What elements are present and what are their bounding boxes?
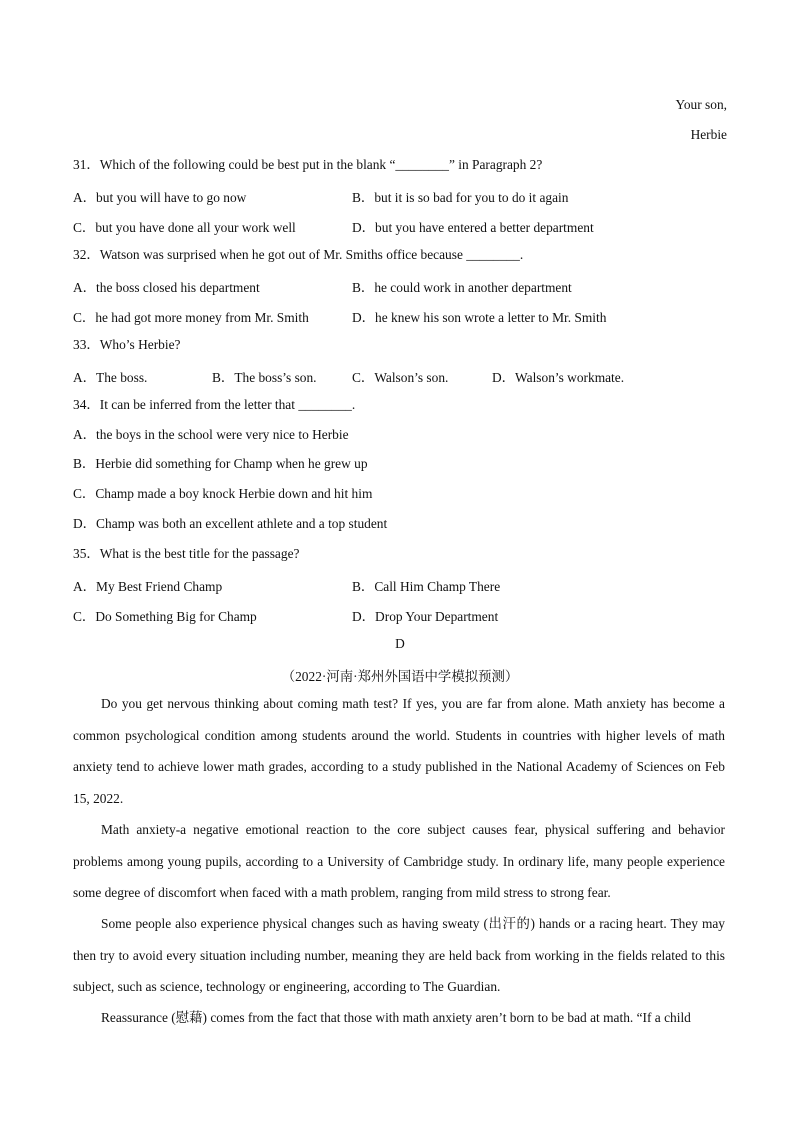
question-32-option-c: C．he had got more money from Mr. Smith: [73, 310, 309, 325]
question-34-stem: 34．It can be inferred from the letter that ________.: [73, 397, 356, 412]
question-31-option-c: C．but you have done all your work well: [73, 220, 296, 235]
section-source: （2022·河南·郑州外国语中学模拟预测）: [281, 669, 519, 684]
question-33-option-c: C．Walson’s son.: [352, 370, 449, 385]
question-33-option-a: A．The boss.: [73, 370, 148, 385]
question-34-option-d: D．Champ was both an excellent athlete and a top student: [73, 516, 388, 531]
question-31-option-d: D．but you have entered a better department: [352, 220, 594, 235]
question-35-stem: 35．What is the best title for the passage?: [73, 546, 300, 561]
passage-paragraph-4: Reassurance (慰藉) comes from the fact that those with math anxiety aren’t born to be bad at math. “If a child: [101, 1010, 691, 1025]
section-letter: D: [395, 636, 405, 651]
question-32-option-b: B．he could work in another department: [352, 280, 572, 295]
question-32-option-d: D．he knew his son wrote a letter to Mr. Smith: [352, 310, 607, 325]
passage-paragraph-3: Some people also experience physical changes such as having sweaty (出汗的) hands or a racing heart. They may then try to avoid every situation including number, meaning they are held back from working in the fields related to this subject, such as science, technology or engineering, according to The Guardian.: [73, 916, 725, 995]
question-33-stem: 33．Who’s Herbie?: [73, 337, 181, 352]
letter-signature: Herbie: [690, 127, 727, 142]
passage-paragraph-2: Math anxiety-a negative emotional reaction to the core subject causes fear, physical suffering and behavior problems among young pupils, according to a University of Cambridge study. In ordinary life, many people experience some degree of discomfort when faced with a math problem, ranging from mild stress to strong fear.: [73, 822, 725, 901]
question-33-option-d: D．Walson’s workmate.: [492, 370, 625, 385]
question-35-option-b: B．Call Him Champ There: [352, 579, 501, 594]
question-34-option-a: A．the boys in the school were very nice to Herbie: [73, 427, 349, 442]
question-34-option-c: C．Champ made a boy knock Herbie down and hit him: [73, 486, 373, 501]
question-31-option-b: B．but it is so bad for you to do it again: [352, 190, 569, 205]
question-31-stem: 31．Which of the following could be best put in the blank “________” in Paragraph 2?: [73, 157, 543, 172]
question-32-stem: 32．Watson was surprised when he got out of Mr. Smiths office because ________.: [73, 247, 524, 262]
question-34-option-b: B．Herbie did something for Champ when he grew up: [73, 456, 368, 471]
question-31-option-a: A．but you will have to go now: [73, 190, 247, 205]
question-35-option-d: D．Drop Your Department: [352, 609, 499, 624]
passage-paragraph-1: Do you get nervous thinking about coming math test? If yes, you are far from alone. Math anxiety has become a common psychological condition among students around the world. Students in countries with higher levels of math anxiety tend to achieve lower math grades, according to a study published in the National Academy of Sciences on Feb 15, 2022.: [73, 696, 725, 806]
question-33-option-b: B．The boss’s son.: [212, 370, 317, 385]
question-32-option-a: A．the boss closed his department: [73, 280, 260, 295]
question-35-option-c: C．Do Something Big for Champ: [73, 609, 257, 624]
letter-closing: Your son,: [675, 97, 727, 112]
question-35-option-a: A．My Best Friend Champ: [73, 579, 223, 594]
